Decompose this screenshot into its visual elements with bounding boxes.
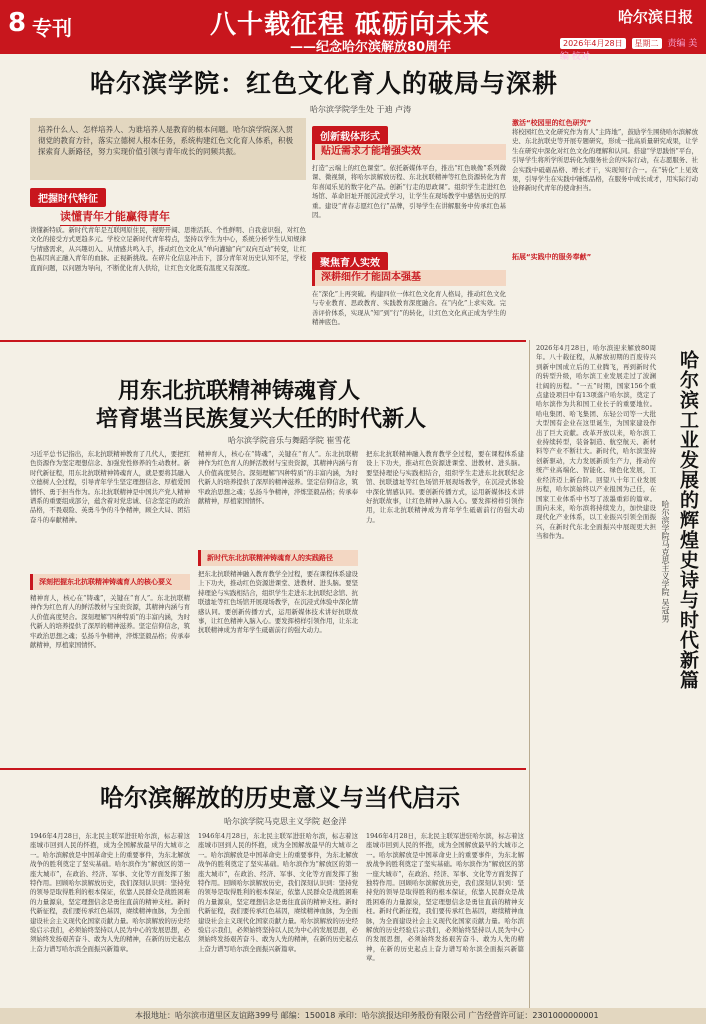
right-subhead-2: 拓展“实践中的服务奉献” [512, 253, 592, 261]
footer [0, 1008, 706, 1024]
article2-text-c2: 把东北抗联精神融入教育教学全过程，要在课程体系建设上下功夫，推动红色资源进课堂、进教材、进头脑。要坚持理论与实践相结合，组织学生走进东北抗联纪念馆、抗联遗址等红色场馆开展现场教学，在沉浸式体验中深化情感认同。要创新传播方式，运用新媒体技术讲好抗联故事，让红色精神入脑入心。要发挥榜样引领作用，让东北抗联精神成为青年学生砥砺前行的强大动力。 [366, 450, 524, 524]
section1-text: 读懂新特质。新时代青年是互联网原住民，视野开阔、思维活跃、个性鲜明、自我意识强，对红色文化的接受方式更趋多元。学校立足新时代青年特点，坚持以学生为中心，系统分析学生认知规律与情感需求，从兴趣切入、从情感共鸣入手，推动红色文化从“单向灌输”向“双向互动”转变，让红色基因真正融入青年的血脉。正视新挑战。在碎片化信息冲击下，部分青年对历史认知不足，学校直面问题，以问题为导向，不断优化育人供给，让红色文化既有温度又有深度。 [30, 226, 306, 272]
masthead [0, 0, 706, 62]
article3-text-col2: 1946年4月28日，东北民主联军进驻哈尔滨，标志着这座城市回到人民的怀抱，成为全国解放最早的大城市之一。哈尔滨解放是中国革命史上的重要事件，为东北解放战争的胜利奠定了坚实基础。哈尔滨作为“解放区的第一座大城市”，在政治、经济、军事、文化等方面发挥了独特作用。回顾哈尔滨解放历史，我们深刻认识到：坚持党的领导是取得胜利的根本保证，依靠人民群众是战胜困难的力量源泉，坚定理想信念是勇往直前的精神支柱。新时代新征程，我们要传承红色基因，赓续精神血脉，为全面建设社会主义现代化国家贡献力量。哈尔滨解放的历史经验启示我们，必须始终坚持以人民为中心的发展思想，必须始终发扬艰苦奋斗、敢为人先的精神，在新的历史起点上奋力谱写哈尔滨全面振兴新篇章。 [198, 832, 358, 953]
article4-title: 哈尔滨工业发展的辉煌史诗与时代新篇 [677, 350, 699, 690]
editor-label: 责编 [667, 39, 686, 49]
article2-byline: 哈尔滨学院音乐与舞蹈学院 崔雪花 [228, 436, 351, 445]
special-subtitle: ——纪念哈尔滨解放80周年 [290, 40, 452, 55]
weekday-label: 星期二 [632, 38, 662, 49]
section2-label: 创新载体形式 [312, 126, 388, 145]
article3-title: 哈尔滨解放的历史意义与当代启示 [100, 784, 460, 812]
section3-subhead: 深耕细作才能固本强基 [312, 270, 506, 286]
right-text: 将校园红色文化研究作为育人“主阵地”，鼓励学生围绕哈尔滨解放史、东北抗联史等开展专题研究，形成一批高质量研究成果，让学生在研究中深化对红色文化的理解和认同。搭建“学思践悟”平台，引导学生将所学所思转化为服务社会的实际行动，在志愿服务、社会实践中砥砺品格、增长才干，实现知行合一。在“转化”上见效果，引导学生在实践中锤炼品格，在服务中成长成才，用实际行动诠释新时代青年的使命担当。 [512, 128, 698, 193]
article2-text-b2: 精神育人，核心在“铸魂”，关键在“育人”。东北抗联精神作为红色育人的鲜活教材与宝贵资源，其精神内涵与育人价值高度契合。深刻理解“四种特质”的丰富内涵，为时代新人的培养提供了深厚的精神滋养。坚定信仰信念，筑牢政治思想之魂；弘扬斗争精神，淬炼坚毅品格；传承奉献精神，厚植家国情怀。 [198, 450, 358, 506]
article4-text: 2026年4月28日，哈尔滨迎来解放80周年。八十载征程，从解放初期的百废待兴到新中国成立后的工业腾飞，再到新时代的转型升级，哈尔滨工业发展走过了波澜壮阔的历程。“一五”时期，国家156个重点建设项目中有13项落户哈尔滨，奠定了哈尔滨作为共和国工业长子的重要地位。哈电集团、哈飞集团、东轻公司等一大批大型国有企业在这里诞生，为国家建设作出了巨大贡献。改革开放以来，哈尔滨工业持续转型，装备制造、航空航天、新材料等产业不断壮大。新时代，哈尔滨坚持创新驱动，大力发展新质生产力，推动传统产业高端化、智能化、绿色化发展，工业经济迈上新台阶。回望八十年工业发展历程，哈尔滨始终以产业报国为己任，在国家工业体系中书写了浓墨重彩的篇章。面向未来，哈尔滨将持续发力，加快建设现代化产业体系，以工业振兴引领全面振兴，在新时代东北全面振兴中展现更大担当和作为。 [536, 344, 656, 541]
section2-subhead: 贴近需求才能增强实效 [312, 144, 506, 160]
designer-label: 美编 [560, 39, 698, 62]
column-divider [529, 340, 530, 1008]
section3-label: 聚焦育人实效 [312, 252, 388, 271]
section2-text: 打造“云端上的红色课堂”。依托新媒体平台，推出“红色映像”系列微课、微视频，将哈尔滨解放历程、东北抗联精神等红色资源转化为青年喜闻乐见的数字化产品。创新“行走的思政课”。组织学生走进红色场馆、革命旧址开展沉浸式学习，让学生在现场教学中感悟历史的厚重。建设“青春志愿红色行”品牌，引导学生在讲解服务中传承红色基因。 [312, 164, 506, 220]
article3-byline: 哈尔滨学院马克思主义学院 赵金洋 [224, 817, 347, 826]
article3-text-col1: 1946年4月28日，东北民主联军进驻哈尔滨，标志着这座城市回到人民的怀抱，成为全国解放最早的大城市之一。哈尔滨解放是中国革命史上的重要事件，为东北解放战争的胜利奠定了坚实基础。哈尔滨作为“解放区的第一座大城市”，在政治、经济、军事、文化等方面发挥了独特作用。回顾哈尔滨解放历史，我们深刻认识到：坚持党的领导是取得胜利的根本保证，依靠人民群众是战胜困难的力量源泉，坚定理想信念是勇往直前的精神支柱。新时代新征程，我们要传承红色基因，赓续精神血脉，为全面建设社会主义现代化国家贡献力量。哈尔滨解放的历史经验启示我们，必须始终坚持以人民为中心的发展思想，必须始终发扬艰苦奋斗、敢为人先的精神，在新的历史起点上奋力谱写哈尔滨全面振兴新篇章。 [30, 832, 190, 953]
article1-byline: 哈尔滨学院学生处 于迪 卢涛 [310, 105, 412, 114]
article2-title-line1: 用东北抗联精神铸魂育人 [118, 379, 361, 404]
article2-text-c: 把东北抗联精神融入教育教学全过程，要在课程体系建设上下功夫，推动红色资源进课堂、进教材、进头脑。要坚持理论与实践相结合，组织学生走进东北抗联纪念馆、抗联遗址等红色场馆开展现场教学，在沉浸式体验中深化情感认同。要创新传播方式，运用新媒体技术讲好抗联故事，让红色精神入脑入心。要发挥榜样引领作用，让东北抗联精神成为青年学生砥砺前行的强大动力。 [198, 570, 358, 635]
footer-text: 本报地址：哈尔滨市道里区友谊路399号 邮编：150018 承印：哈尔滨报达印务股份有限公司 广告经营许可证：2301000000001 [135, 1011, 599, 1020]
section1-label: 把握时代特征 [30, 188, 106, 207]
column-name: 专刊 [32, 16, 72, 40]
divider [0, 340, 526, 342]
divider [0, 768, 526, 770]
article2-subhead-1: 深刻把握东北抗联精神铸魂育人的核心要义 [30, 574, 190, 590]
paper-name: 哈尔滨日报 [618, 8, 694, 26]
page-number: 8 [8, 8, 27, 38]
article2-text-a: 习近平总书记指出，东北抗联精神教育了几代人，要把红色资源作为坚定理想信念、加强党性修养的生动教材。新时代新征程，用东北抗联精神铸魂育人，就是要将其融入立德树人全过程，引导青年学生坚定理想信念、厚植爱国情怀、勇于担当作为。东北抗联精神是中国共产党人精神谱系的重要组成部分，蕴含着对党忠诚、信念坚定的政治品格，不畏艰险、英勇斗争的斗争精神，顾全大局、团结奋斗的奉献精神。 [30, 450, 190, 524]
article2-text-b: 精神育人，核心在“铸魂”，关键在“育人”。东北抗联精神作为红色育人的鲜活教材与宝贵资源，其精神内涵与育人价值高度契合。深刻理解“四种特质”的丰富内涵，为时代新人的培养提供了深厚的精神滋养。坚定信仰信念，筑牢政治思想之魂；弘扬斗争精神，淬炼坚毅品格；传承奉献精神，厚植家国情怀。 [30, 594, 190, 650]
article2-subhead-2: 新时代东北抗联精神铸魂育人的实践路径 [198, 550, 358, 566]
special-title: 八十载征程 砥砺向未来 [210, 10, 491, 40]
article4-byline: 哈尔滨学院马克思主义学院 吴冠男 [661, 500, 670, 623]
article3-text-col3: 1946年4月28日，东北民主联军进驻哈尔滨，标志着这座城市回到人民的怀抱，成为全国解放最早的大城市之一。哈尔滨解放是中国革命史上的重要事件，为东北解放战争的胜利奠定了坚实基础。哈尔滨作为“解放区的第一座大城市”，在政治、经济、军事、文化等方面发挥了独特作用。回顾哈尔滨解放历史，我们深刻认识到：坚持党的领导是取得胜利的根本保证，依靠人民群众是战胜困难的力量源泉，坚定理想信念是勇往直前的精神支柱。新时代新征程，我们要传承红色基因，赓续精神血脉，为全面建设社会主义现代化国家贡献力量。哈尔滨解放的历史经验启示我们，必须始终坚持以人民为中心的发展思想，必须始终发扬艰苦奋斗、敢为人先的精神，在新的历史起点上奋力谱写哈尔滨全面振兴新篇章。 [366, 832, 524, 963]
article1-title: 哈尔滨学院：红色文化育人的破局与深耕 [90, 69, 559, 98]
proofreader-label: 校对 [571, 52, 590, 62]
article1-right-column [512, 118, 698, 262]
section3-text: 在“深化”上再突破。构建四位一体红色文化育人格局，推动红色文化与专业教育、思政教育、实践教育深度融合。在“内化”上求实效。完善评价体系，实现从“知”到“行”的转化，让红色文化真正成为学生的精神底色。 [312, 290, 506, 327]
article-harbin-college [0, 56, 706, 338]
article1-lead: 培养什么人、怎样培养人、为谁培养人是教育的根本问题。哈尔滨学院深入贯彻党的教育方针，落实立德树人根本任务，系统构建红色文化育人体系，积极探索育人新路径，努力实现价值引领与青年成长的同频共振。 [30, 118, 306, 180]
article2-title-line2: 培育堪当民族复兴大任的时代新人 [96, 407, 427, 432]
right-subhead-1: 激活“校园里的红色研究” [512, 119, 592, 127]
section1-subhead: 读懂青年才能赢得青年 [60, 208, 170, 226]
date-label: 2026年4月28日 [560, 38, 626, 49]
